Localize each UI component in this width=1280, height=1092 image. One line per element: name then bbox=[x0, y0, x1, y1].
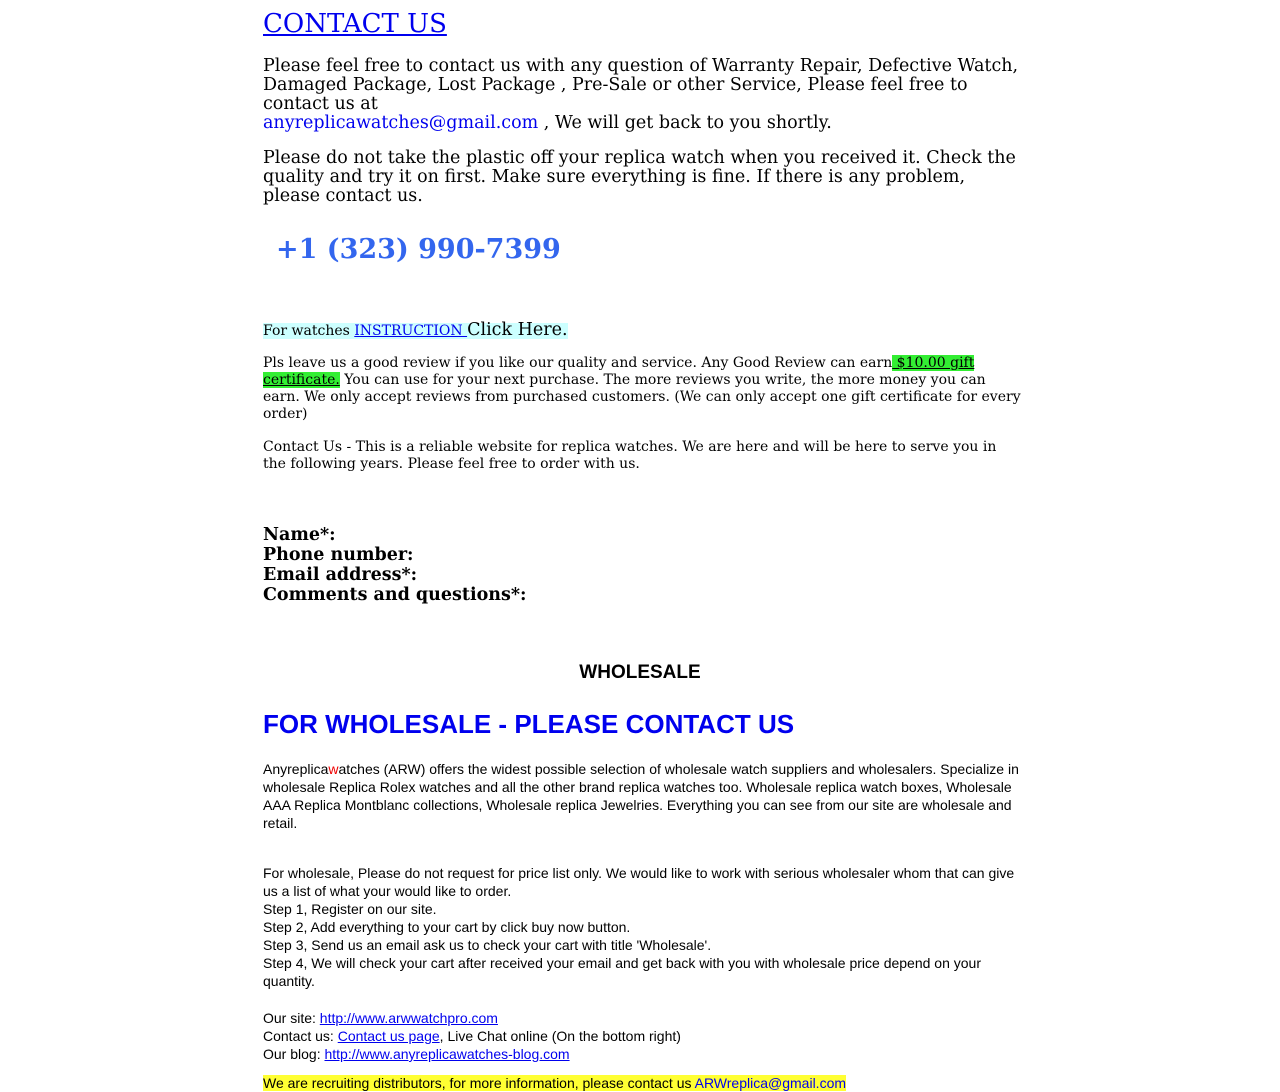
contact-page-link[interactable]: Contact us page bbox=[337, 1028, 440, 1044]
recruit-highlight bbox=[263, 1075, 846, 1091]
recruit-text: We are recruiting distributors, for more information, please contact us bbox=[263, 1075, 695, 1091]
wholesale-step: Step 4, We will check your cart after received your email and get back with you with wholesale price depend on your quantity. bbox=[263, 955, 981, 989]
phone-number: +1 (323) 990-7399 bbox=[276, 234, 561, 265]
reliable-paragraph: Contact Us - This is a reliable website for replica watches. We are here and will be here to serve you in the following years. Please feel free to order with us. bbox=[263, 439, 997, 472]
blog-label: Our blog: bbox=[263, 1046, 325, 1062]
contact-label: Contact us: bbox=[263, 1028, 338, 1044]
phone-label: Phone number: bbox=[263, 545, 414, 565]
wholesale-step: Step 2, Add everything to your cart by click buy now button. bbox=[263, 919, 631, 935]
instruction-line bbox=[263, 320, 1023, 341]
contact-suffix: , Live Chat online (On the bottom right) bbox=[439, 1028, 681, 1044]
site-link[interactable]: http://www.arwwatchpro.com bbox=[319, 1010, 498, 1026]
wholesale-title: FOR WHOLESALE - PLEASE CONTACT US bbox=[263, 709, 795, 739]
contact-us-title-link[interactable]: CONTACT US bbox=[263, 9, 447, 39]
wholesale-steps bbox=[263, 864, 1023, 990]
gift-certificate-badge[interactable]: $10.00 gift certificate. bbox=[263, 355, 975, 388]
brand-name-b: atches bbox=[338, 761, 380, 777]
recruit-line bbox=[263, 1074, 1023, 1092]
plastic-note: Please do not take the plastic off your replica watch when you received it. Check the quality and try it on first. Make sure everything is fine. If there is any problem, please contact us. bbox=[263, 148, 1016, 206]
page-title bbox=[263, 8, 1023, 40]
recruit-email[interactable]: ARWreplica@gmail.com bbox=[694, 1075, 847, 1091]
blog-line bbox=[263, 1045, 1023, 1063]
wholesale-description bbox=[263, 760, 1023, 832]
brand-name-w: w bbox=[328, 761, 339, 777]
site-label: Our site: bbox=[263, 1010, 320, 1026]
instruction-prefix: For watches bbox=[263, 323, 355, 339]
instruction-click-here[interactable]: Click Here. bbox=[467, 320, 568, 340]
comments-label: Comments and questions*: bbox=[263, 585, 527, 605]
site-line bbox=[263, 1009, 1023, 1027]
brand-name-a: Anyreplica bbox=[263, 761, 329, 777]
contact-line bbox=[263, 1027, 1023, 1045]
wholesale-step: Step 1, Register on our site. bbox=[263, 901, 437, 917]
contact-form bbox=[263, 525, 1023, 605]
name-label: Name*: bbox=[263, 525, 336, 545]
email-label: Email address*: bbox=[263, 565, 418, 585]
contact-email-link[interactable]: anyreplicawatches@gmail.com bbox=[263, 113, 539, 133]
blog-link[interactable]: http://www.anyreplicawatches-blog.com bbox=[324, 1046, 570, 1062]
wholesale-heading: WHOLESALE bbox=[579, 662, 701, 683]
wholesale-note: For wholesale, Please do not request for price list only. We would like to work with serious wholesaler whom that can give us a list of what your would like to order. bbox=[263, 865, 1015, 899]
page-content bbox=[263, 0, 1023, 1092]
wholesale-description-text: (ARW) offers the widest possible selection of wholesale watch suppliers and wholesalers. Specialize in wholesale Replica Rolex watches and all the other brand replica watches too. Wholesale replica watch boxes, Wholesale AAA Replica Montblanc collections, Wholesale replica Jewelries. Everything you can see from our site are wholesale and retail. bbox=[263, 761, 1019, 831]
review-text-before: Pls leave us a good review if you like our quality and service. Any Good Review can earn bbox=[263, 355, 893, 371]
instruction-highlight bbox=[263, 320, 568, 340]
wholesale-links bbox=[263, 1009, 1023, 1063]
contact-intro-text: Please feel free to contact us with any question of Warranty Repair, Defective Watch, Damaged Package, Lost Package , Pre-Sale or other Service, Please feel free to contact us at bbox=[263, 56, 1019, 114]
review-text-after: You can use for your next purchase. The more reviews you write, the more money you can earn. We only accept reviews from purchased customers. (We can only accept one gift certificate for every order) bbox=[263, 372, 1021, 422]
contact-intro bbox=[263, 57, 1023, 133]
wholesale-step: Step 3, Send us an email ask us to check your cart with title 'Wholesale'. bbox=[263, 937, 712, 953]
instruction-link[interactable]: INSTRUCTION bbox=[354, 323, 468, 339]
contact-intro-suffix: , We will get back to you shortly. bbox=[538, 113, 832, 133]
review-paragraph bbox=[263, 355, 1023, 423]
